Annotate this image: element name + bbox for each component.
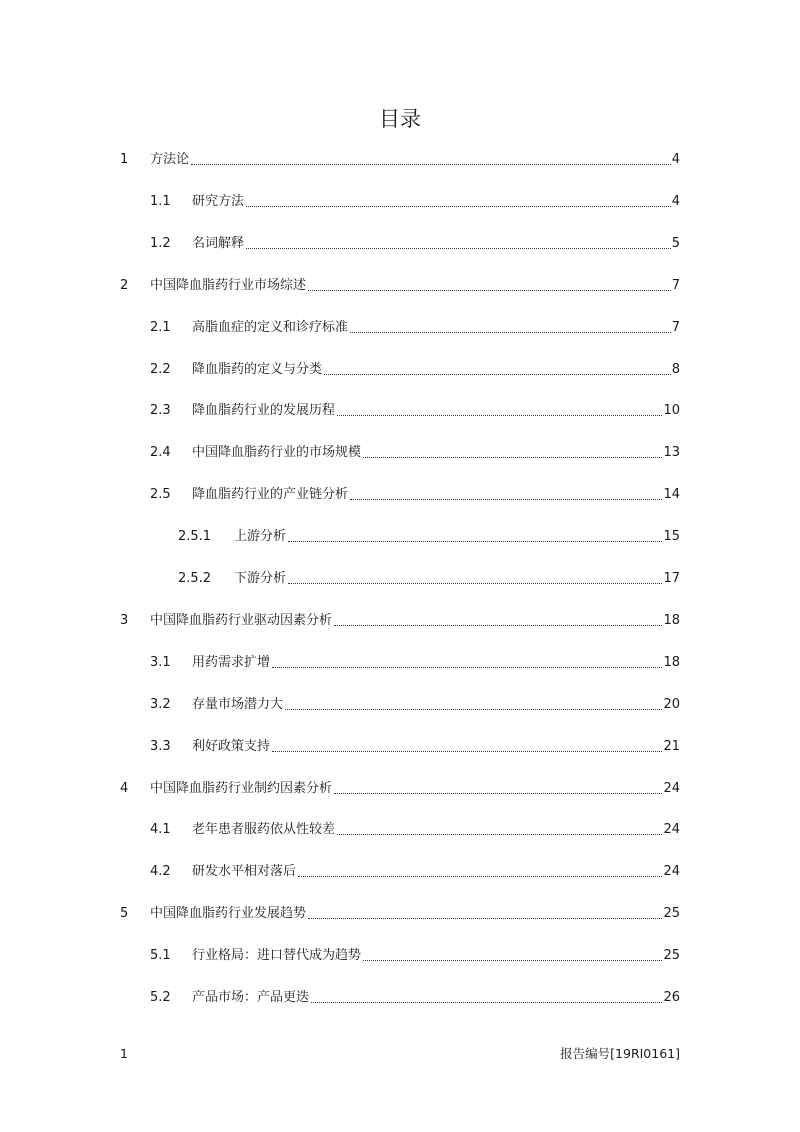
- toc-entry[interactable]: [120, 275, 680, 297]
- toc-entry-number: 2.4: [150, 445, 171, 461]
- toc-entry[interactable]: [150, 861, 680, 883]
- toc-leader-dots: [363, 960, 662, 961]
- toc-entry-number: 2.3: [150, 403, 171, 419]
- toc-leader-dots: [285, 709, 662, 710]
- toc-entry-number: 1: [120, 152, 129, 167]
- toc-entry[interactable]: [150, 736, 680, 758]
- toc-entry[interactable]: [120, 610, 680, 632]
- toc-entry-page: 8: [671, 361, 680, 377]
- toc-entry-number: 3: [120, 612, 129, 628]
- toc-entry-page: 4: [671, 152, 680, 167]
- toc-entry[interactable]: [120, 149, 680, 171]
- toc-entry-label: 研发水平相对落后: [192, 864, 297, 880]
- toc-entry-label: 中国降血脂药行业的市场规模: [192, 445, 362, 461]
- toc-leader-dots: [308, 918, 662, 919]
- toc-entry-number: 2.5.1: [178, 529, 212, 545]
- toc-entry-number: 5.1: [150, 948, 171, 964]
- toc-leader-dots: [298, 876, 662, 877]
- toc-leader-dots: [350, 332, 671, 333]
- toc-entry-number: 2.5.2: [178, 571, 212, 586]
- toc-entry-number: 2.1: [150, 319, 171, 335]
- toc-entry-number: 3.2: [150, 696, 171, 712]
- toc-entry-page: 25: [663, 948, 680, 964]
- toc-entry-label: 降血脂药行业的产业链分析: [192, 487, 349, 503]
- toc-entry[interactable]: [120, 903, 680, 925]
- toc-entry[interactable]: [150, 317, 680, 339]
- toc-leader-dots: [311, 1002, 662, 1003]
- toc-entry[interactable]: [150, 987, 680, 1009]
- toc-entry-number: 4.1: [150, 822, 171, 838]
- toc-entry-page: 14: [663, 487, 680, 503]
- footer-report-code: 报告编号[19RI0161]: [560, 1046, 680, 1061]
- toc-leader-dots: [324, 374, 671, 375]
- toc-leader-dots: [191, 164, 671, 165]
- toc-entry-label: 高脂血症的定义和诊疗标准: [192, 319, 349, 335]
- toc-entry[interactable]: [150, 694, 680, 716]
- page-footer: [120, 1044, 680, 1064]
- toc-leader-dots: [334, 793, 662, 794]
- toc-leader-dots: [272, 667, 662, 668]
- toc-entry[interactable]: [120, 778, 680, 800]
- toc-entry-number: 1.1: [150, 193, 171, 209]
- toc-entry-label: 下游分析: [234, 571, 287, 586]
- toc-entry-page: 5: [671, 235, 680, 251]
- toc-entry-label: 存量市场潜力大: [192, 696, 284, 712]
- toc-entry-page: 4: [671, 193, 680, 209]
- toc-entry-label: 利好政策支持: [192, 738, 271, 754]
- toc-entry-label: 研究方法: [192, 193, 245, 209]
- toc-entry-page: 26: [663, 990, 680, 1005]
- toc-entry-number: 4: [120, 780, 129, 796]
- toc-entry-page: 24: [663, 864, 680, 880]
- toc-leader-dots: [337, 415, 662, 416]
- toc-leader-dots: [272, 751, 662, 752]
- toc-entry-number: 3.3: [150, 738, 171, 754]
- toc-leader-dots: [246, 248, 671, 249]
- toc-entry-label: 老年患者服药依从性较差: [192, 822, 336, 838]
- toc-entry-page: 25: [663, 906, 680, 922]
- toc-leader-dots: [308, 290, 671, 291]
- toc-entry-number: 5.2: [150, 990, 171, 1005]
- toc-entry-page: 7: [671, 277, 680, 293]
- toc-entry-page: 24: [663, 780, 680, 796]
- toc-leader-dots: [334, 625, 662, 626]
- toc-entry-label: 方法论: [150, 152, 190, 167]
- toc-entry-page: 20: [663, 696, 680, 712]
- toc-entry[interactable]: [150, 484, 680, 506]
- toc-entry-number: 3.1: [150, 654, 171, 670]
- toc-entry-label: 中国降血脂药行业制约因素分析: [150, 780, 333, 796]
- toc-entry[interactable]: [150, 359, 680, 381]
- toc-entry[interactable]: [150, 652, 680, 674]
- toc-entry-number: 1.2: [150, 235, 171, 251]
- toc-entry[interactable]: [150, 191, 680, 213]
- toc-entry-label: 上游分析: [234, 529, 287, 545]
- toc-entry-page: 13: [663, 445, 680, 461]
- toc-entry-label: 降血脂药的定义与分类: [192, 361, 323, 377]
- toc-entry[interactable]: [150, 400, 680, 422]
- toc-entry-number: 5: [120, 906, 129, 922]
- toc-entry-page: 17: [663, 571, 680, 586]
- toc-entry-number: 2: [120, 277, 129, 293]
- toc-leader-dots: [363, 457, 662, 458]
- toc-entry[interactable]: [150, 233, 680, 255]
- toc-entry-page: 18: [663, 612, 680, 628]
- toc-entry[interactable]: [150, 945, 680, 967]
- toc-entry[interactable]: [150, 442, 680, 464]
- toc-entry[interactable]: [178, 568, 680, 590]
- toc-leader-dots: [288, 541, 662, 542]
- toc-entry-page: 7: [671, 319, 680, 335]
- toc-leader-dots: [288, 583, 662, 584]
- toc-entry-label: 中国降血脂药行业驱动因素分析: [150, 612, 333, 628]
- toc-entry-label: 产品市场：产品更迭: [192, 990, 310, 1005]
- page-title: 目录: [379, 107, 421, 131]
- toc-entry-page: 15: [663, 529, 680, 545]
- footer-page-number: 1: [120, 1046, 128, 1061]
- toc-leader-dots: [337, 834, 662, 835]
- toc-entry-number: 4.2: [150, 864, 171, 880]
- toc-entry-label: 降血脂药行业的发展历程: [192, 403, 336, 419]
- toc-entry-number: 2.5: [150, 487, 171, 503]
- toc-entry-page: 24: [663, 822, 680, 838]
- toc-entry[interactable]: [150, 819, 680, 841]
- toc-entry-label: 名词解释: [192, 235, 245, 251]
- toc-entry-page: 18: [663, 654, 680, 670]
- toc-entry-label: 用药需求扩增: [192, 654, 271, 670]
- toc-entry-label: 中国降血脂药行业发展趋势: [150, 906, 307, 922]
- toc-entry-page: 10: [663, 403, 680, 419]
- toc-entry-number: 2.2: [150, 361, 171, 377]
- toc-entry-label: 中国降血脂药行业市场综述: [150, 277, 307, 293]
- toc-leader-dots: [350, 499, 662, 500]
- toc-entry-label: 行业格局：进口替代成为趋势: [192, 948, 362, 964]
- toc-entry-page: 21: [663, 738, 680, 754]
- toc-entry[interactable]: [178, 526, 680, 548]
- toc-leader-dots: [246, 206, 671, 207]
